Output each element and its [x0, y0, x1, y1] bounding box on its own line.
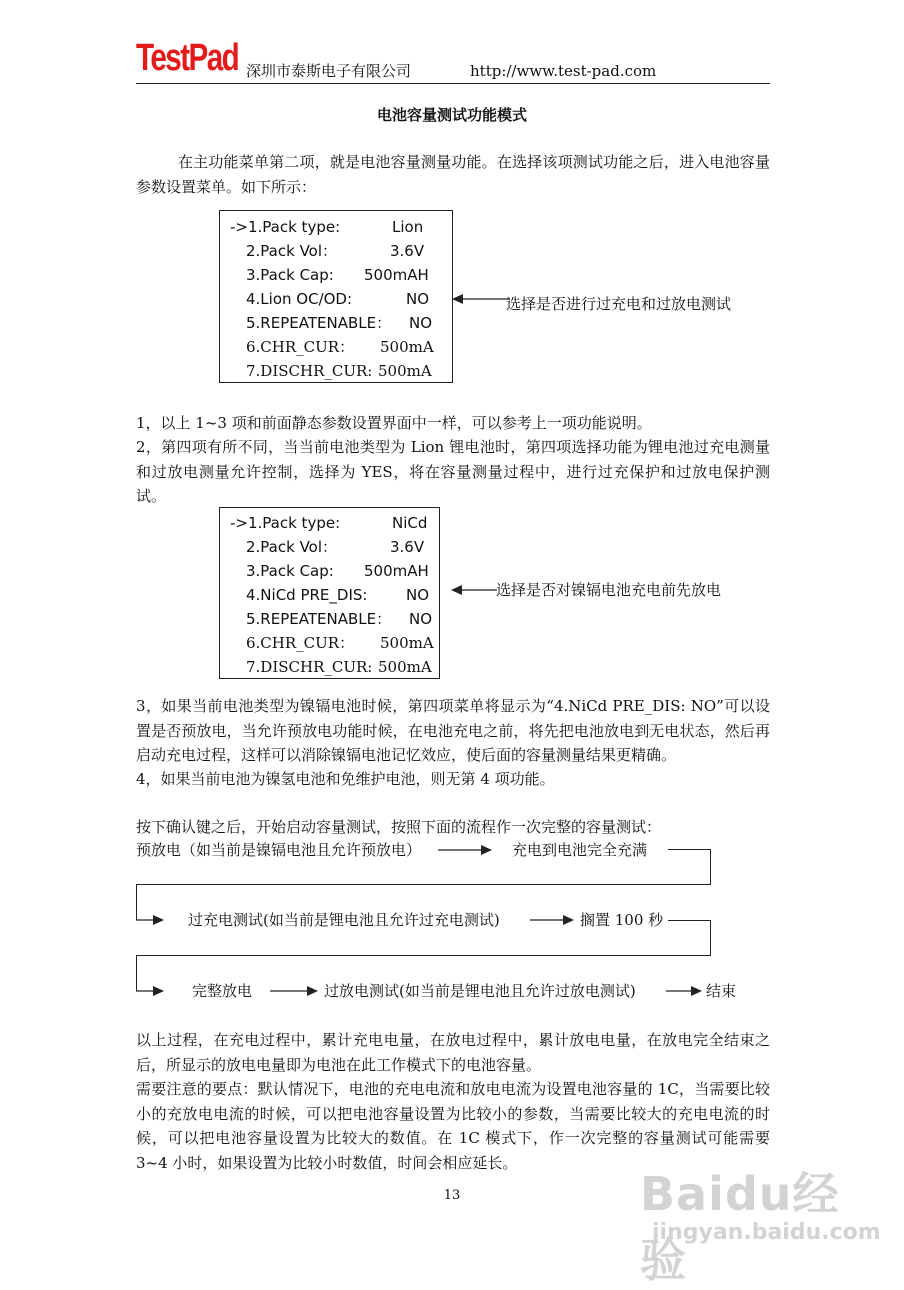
flow-connector: [710, 920, 711, 956]
menu-label: ->1.Pack type:: [230, 514, 341, 532]
company-url: http://www.test-pad.com: [470, 62, 657, 80]
menu-value: 3.6V: [390, 538, 425, 556]
menu-label: 7.DISCHR_CUR:: [246, 362, 373, 380]
menu-row: [220, 288, 452, 312]
company-name: 深圳市泰斯电子有限公司: [246, 62, 412, 80]
menu-row: [220, 536, 439, 560]
arrow-right-icon: [136, 984, 166, 998]
arrow-right-icon: [438, 843, 494, 857]
arrow-right-icon: [270, 984, 320, 998]
paragraph-1: 1，以上 1~3 项和前面静态参数设置界面中一样，可以参考上一项功能说明。: [136, 414, 652, 432]
flow-step-full-charge: 充电到电池完全充满: [512, 841, 648, 859]
baidu-watermark: [640, 1158, 881, 1287]
flow-step-prediscahrge: 预放电（如当前是镍镉电池且允许预放电）: [136, 841, 422, 859]
menu-label: ->1.Pack type:: [230, 218, 341, 236]
menu-label: 4.NiCd PRE_DIS:: [246, 586, 368, 604]
page-title: 电池容量测试功能模式: [376, 106, 527, 124]
menu-box-nicd: [219, 507, 440, 679]
menu2-note: 选择是否对镍镉电池充电前先放电: [496, 581, 722, 599]
menu-value: NO: [409, 314, 433, 332]
menu-value: 500mAH: [364, 266, 429, 284]
menu-row: [220, 336, 452, 360]
menu-label: 6.CHR_CUR：: [246, 338, 355, 356]
menu-label: 5.REPEATENABLE：: [246, 314, 392, 332]
paragraph-3: 3，如果当前电池类型为镍镉电池时候，第四项菜单将显示为“4.NiCd PRE_DIS: NO”可以设置是否预放电，当允许预放电功能时候，在电池充电之前，将先把电池放电到无电状态，然后再启动充电过程，这样可以消除镍镉电池记忆效应，使后面的容量测量结果更精确。: [136, 697, 770, 764]
menu-row: [220, 512, 439, 536]
menu-row: [220, 216, 452, 240]
menu-label: 4.Lion OC/OD:: [246, 290, 353, 308]
menu-label: 2.Pack Vol：: [246, 538, 338, 556]
arrow-right-icon: [666, 984, 704, 998]
watermark-sub: jingyan.baidu.com: [652, 1220, 881, 1245]
menu-label: 2.Pack Vol：: [246, 242, 338, 260]
flow-connector: [668, 849, 711, 850]
menu-row: [220, 560, 439, 584]
menu-label: 3.Pack Cap:: [246, 266, 334, 284]
menu-value: 500mA: [378, 362, 432, 380]
testpad-logo: TestPad: [136, 37, 239, 79]
arrow-left-icon: [452, 292, 512, 306]
menu-value: 500mA: [378, 658, 432, 676]
paragraph-2: 2，第四项有所不同，当当前电池类型为 Lion 锂电池时，第四项选择功能为锂电池过充电测量和过放电测量允许控制，选择为 YES，将在容量测量过程中，进行过充保护和过放电保护测试。: [136, 438, 770, 505]
menu-row: [220, 632, 439, 656]
menu-value: 500mAH: [364, 562, 429, 580]
flow-connector: [136, 884, 711, 885]
menu-value: 500mA: [380, 338, 434, 356]
menu-box-lion: [219, 210, 453, 383]
flow-step-overcharge-test: 过充电测试(如当前是锂电池且允许过充电测试): [188, 911, 500, 929]
flow-step-full-discharge: 完整放电: [192, 982, 253, 1000]
menu-value: Lion: [392, 218, 424, 236]
menu-row: [220, 240, 452, 264]
flow-step-end: 结束: [706, 982, 737, 1000]
menu-label: 7.DISCHR_CUR:: [246, 658, 373, 676]
arrow-right-icon: [136, 913, 166, 927]
flow-step-overdischarge-test: 过放电测试(如当前是锂电池且允许过放电测试): [324, 982, 636, 1000]
paragraph-6: 需要注意的要点：默认情况下，电池的充电电流和放电电流为设置电池容量的 1C，当需要比较小的充放电电流的时候，可以把电池容量设置为比较小的参数，当需要比较大的充电电流的时候，可以把电池容量设置为比较大的数值。在 1C 模式下，作一次完整的容量测试可能需要 3~4 小时，如果设置为比较小时数值，时间会相应延长。: [136, 1080, 770, 1172]
menu1-note: 选择是否进行过充电和过放电测试: [506, 295, 732, 313]
menu-value: 500mA: [380, 634, 434, 652]
menu-row: [220, 360, 452, 384]
menu-label: 6.CHR_CUR：: [246, 634, 355, 652]
menu-label: 3.Pack Cap:: [246, 562, 334, 580]
menu-label: 5.REPEATENABLE：: [246, 610, 392, 628]
paragraph-5: 以上过程，在充电过程中，累计充电电量，在放电过程中，累计放电电量，在放电完全结束之后，所显示的放电电量即为电池在此工作模式下的电池容量。: [136, 1031, 770, 1074]
menu-row: [220, 264, 452, 288]
paragraph-4: 4，如果当前电池为镍氢电池和免维护电池，则无第 4 项功能。: [136, 770, 555, 788]
menu-row: [220, 656, 439, 680]
menu-row: [220, 608, 439, 632]
flow-connector: [668, 920, 711, 921]
flow-intro: 按下确认键之后，开始启动容量测试，按照下面的流程作一次完整的容量测试：: [136, 818, 662, 836]
page-number: 13: [443, 1188, 461, 1203]
menu-row: [220, 584, 439, 608]
arrow-right-icon: [530, 913, 576, 927]
flow-connector: [710, 849, 711, 885]
arrow-left-icon: [451, 583, 499, 597]
menu-value: NO: [406, 290, 430, 308]
menu-value: NO: [409, 610, 433, 628]
menu-value: NO: [406, 586, 430, 604]
watermark-main: Baidu经验: [640, 1167, 840, 1287]
flow-step-rest: 搁置 100 秒: [580, 911, 664, 929]
intro-paragraph: 在主功能菜单第二项，就是电池容量测量功能。在选择该项测试功能之后，进入电池容量参数设置菜单。如下所示：: [136, 153, 770, 196]
header-rule: [136, 83, 770, 84]
menu-row: [220, 312, 452, 336]
menu-value: 3.6V: [390, 242, 425, 260]
flow-connector: [136, 955, 711, 956]
menu-value: NiCd: [392, 514, 428, 532]
